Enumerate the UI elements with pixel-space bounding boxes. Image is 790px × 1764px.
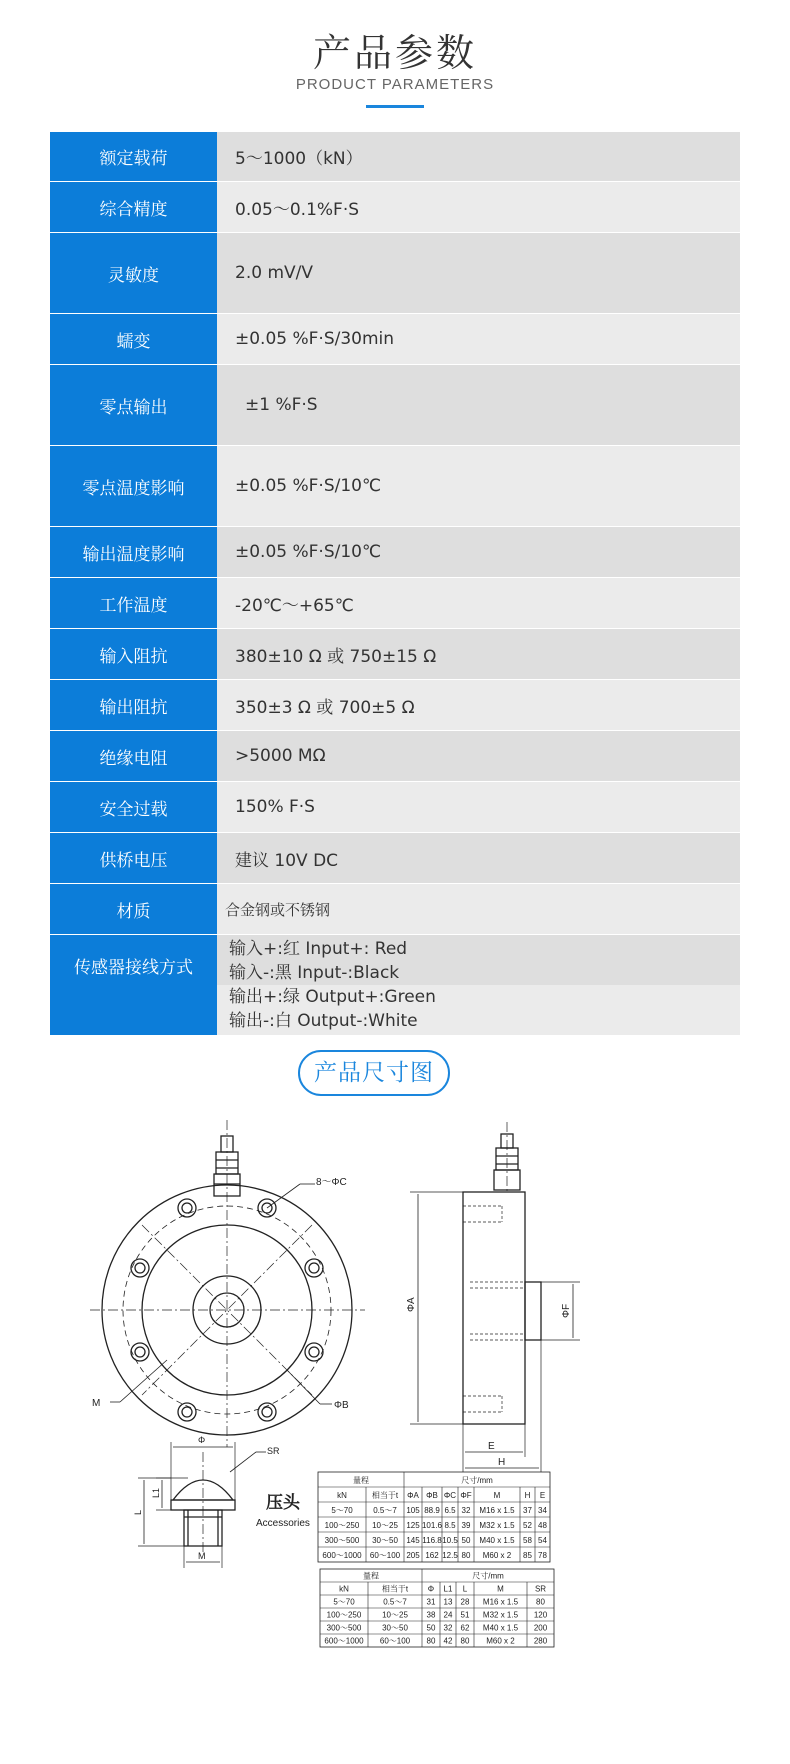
table-column-header: E <box>539 1490 546 1500</box>
param-row <box>50 182 740 233</box>
table-cell: 10.5 <box>442 1535 458 1545</box>
table-column-header: ΦC <box>443 1490 457 1500</box>
table-cell: 101.6 <box>421 1520 443 1530</box>
table-cell: 52 <box>523 1520 532 1530</box>
front-view <box>90 1120 365 1447</box>
param-value: >5000 MΩ <box>217 731 740 781</box>
table-cell: 32 <box>443 1623 453 1633</box>
param-key: 输出阻抗 <box>50 680 217 730</box>
table-cell: M32 x 1.5 <box>479 1520 515 1530</box>
param-value: ±0.05 %F·S/10℃ <box>217 527 740 577</box>
table-cell: 54 <box>538 1535 547 1545</box>
table-cell: 30～50 <box>382 1623 408 1633</box>
param-row <box>50 782 740 833</box>
table-cell: 50 <box>461 1535 471 1545</box>
param-row <box>50 365 740 446</box>
wiring-line: 输入+:红 Input+: Red <box>229 939 408 959</box>
table-cell: M40 x 1.5 <box>479 1535 515 1545</box>
table-cell: 0.5～7 <box>383 1597 407 1607</box>
table-cell: 78 <box>538 1550 547 1560</box>
m2-label: M <box>198 1551 206 1561</box>
param-value: ±0.05 %F·S/10℃ <box>217 446 740 526</box>
param-value: 合金钢或不锈钢 <box>217 884 740 934</box>
e-label: E <box>488 1441 495 1452</box>
l1-label: L1 <box>151 1487 161 1498</box>
table-group-header: 尺寸/mm <box>472 1571 504 1581</box>
table-group-header: 量程 <box>353 1475 369 1485</box>
table-cell: 80 <box>536 1597 545 1607</box>
table-group-header: 量程 <box>363 1571 379 1581</box>
table-cell: 13 <box>443 1597 453 1607</box>
table-cell: 60～100 <box>379 1636 411 1646</box>
param-key: 绝缘电阻 <box>50 731 217 781</box>
table-cell: 60～100 <box>369 1550 401 1560</box>
param-key: 供桥电压 <box>50 833 217 883</box>
param-key: 工作温度 <box>50 578 217 628</box>
param-key: 综合精度 <box>50 182 217 232</box>
param-value: -20℃～+65℃ <box>217 578 740 628</box>
dimension-drawing-svg <box>70 1112 690 1732</box>
table-column-header: L <box>462 1584 468 1594</box>
wiring-line: 输出+:绿 Output+:Green <box>229 987 436 1007</box>
param-key: 输入阻抗 <box>50 629 217 679</box>
phi-b-label: ΦB <box>334 1400 349 1411</box>
accessories-cn: 压头 <box>266 1493 300 1512</box>
table-cell: 80 <box>426 1636 436 1646</box>
table-cell: 10～25 <box>382 1610 408 1620</box>
table-column-header: 相当于t <box>381 1584 409 1594</box>
param-row <box>50 132 740 182</box>
table-cell: 34 <box>538 1505 547 1515</box>
holes-label: 8～ΦC <box>316 1177 347 1188</box>
side-view <box>410 1122 580 1472</box>
param-row <box>50 629 740 680</box>
table-column-header: ΦA <box>407 1490 419 1500</box>
dimension-table-2 <box>320 1569 554 1647</box>
param-row <box>50 314 740 365</box>
table-cell: 145 <box>406 1535 420 1545</box>
table-column-header: M <box>493 1490 501 1500</box>
param-value: ±0.05 %F·S/30min <box>217 314 740 364</box>
body-side <box>463 1192 525 1424</box>
table-cell: 5～70 <box>333 1597 355 1607</box>
title-underline <box>366 105 424 108</box>
table-column-header: kN <box>339 1584 349 1594</box>
table-cell: 162 <box>425 1550 439 1560</box>
table-cell: 38 <box>426 1610 436 1620</box>
table-cell: 85 <box>523 1550 532 1560</box>
table-cell: 58 <box>523 1535 532 1545</box>
table-cell: 300～500 <box>326 1623 362 1633</box>
param-row <box>50 527 740 578</box>
param-value: 建议 10V DC <box>217 833 740 883</box>
table-cell: 5～70 <box>331 1505 353 1515</box>
table-cell: 205 <box>406 1550 420 1560</box>
table-cell: M60 x 2 <box>482 1550 512 1560</box>
table-cell: 600～1000 <box>324 1636 364 1646</box>
table-cell: M16 x 1.5 <box>479 1505 515 1515</box>
dimension-drawing <box>70 1112 690 1732</box>
param-value: 2.0 mV/V <box>217 233 740 313</box>
phi-label: Φ <box>198 1435 206 1445</box>
param-value: 380±10 Ω 或 750±15 Ω <box>217 629 740 679</box>
param-row <box>50 731 740 782</box>
table-column-header: kN <box>337 1490 347 1500</box>
param-key: 输出温度影响 <box>50 527 217 577</box>
sr-label: SR <box>267 1446 280 1456</box>
table-cell: 300～500 <box>324 1535 360 1545</box>
table-cell: 88.9 <box>424 1505 440 1515</box>
table-cell: 48 <box>538 1520 547 1530</box>
param-key: 零点温度影响 <box>50 446 217 526</box>
table-column-header: ΦB <box>426 1490 438 1500</box>
table-column-header: L1 <box>443 1584 453 1594</box>
table-cell: 24 <box>443 1610 453 1620</box>
param-key: 传感器接线方式 <box>50 935 217 1035</box>
wiring-line: 输出-:白 Output-:White <box>229 1011 418 1031</box>
param-row <box>50 233 740 314</box>
table-cell: 600～1000 <box>322 1550 362 1560</box>
table-cell: 100～250 <box>324 1520 360 1530</box>
wiring-list <box>217 935 740 1035</box>
table-cell: 50 <box>426 1623 436 1633</box>
param-key: 安全过载 <box>50 782 217 832</box>
param-row <box>50 446 740 527</box>
dimension-table-1 <box>318 1472 550 1562</box>
wiring-line: 输入-:黑 Input-:Black <box>229 963 400 983</box>
table-cell: 105 <box>406 1505 420 1515</box>
table-cell: M16 x 1.5 <box>482 1597 519 1607</box>
param-value: 5～1000（kN） <box>217 132 740 181</box>
param-row <box>50 884 740 935</box>
phi-a-label: ΦA <box>406 1297 417 1312</box>
table-cell: 80 <box>460 1636 470 1646</box>
table-cell: M60 x 2 <box>486 1636 515 1646</box>
table-group-header: 尺寸/mm <box>461 1475 493 1485</box>
param-value: 0.05～0.1%F·S <box>217 182 740 232</box>
table-cell: 62 <box>460 1623 470 1633</box>
press-head <box>138 1442 266 1568</box>
param-key: 零点输出 <box>50 365 217 445</box>
section-title: 产品参数 <box>312 31 477 75</box>
table-cell: 80 <box>461 1550 471 1560</box>
param-value: ±1 %F·S <box>217 365 740 445</box>
table-cell: 28 <box>460 1597 470 1607</box>
param-value: 150% F·S <box>217 782 740 832</box>
table-cell: 8.5 <box>444 1520 456 1530</box>
table-column-header: 相当于t <box>371 1490 399 1500</box>
table-column-header: M <box>497 1584 504 1594</box>
section-subtitle: PRODUCT PARAMETERS <box>295 76 495 93</box>
m-label: M <box>92 1398 101 1409</box>
param-key: 材质 <box>50 884 217 934</box>
param-row <box>50 935 740 1036</box>
table-cell: 100～250 <box>326 1610 362 1620</box>
table-cell: 37 <box>523 1505 532 1515</box>
table-cell: 10～25 <box>372 1520 398 1530</box>
table-cell: 116.8 <box>422 1535 442 1545</box>
table-column-header: SR <box>534 1584 547 1594</box>
h-label: H <box>498 1457 506 1468</box>
param-row <box>50 680 740 731</box>
table-cell: M40 x 1.5 <box>482 1623 519 1633</box>
table-cell: 6.5 <box>444 1505 456 1515</box>
table-column-header: ΦF <box>460 1490 472 1500</box>
param-key: 灵敏度 <box>50 233 217 313</box>
table-column-header: H <box>524 1490 531 1500</box>
table-cell: 0.5～7 <box>373 1505 397 1515</box>
param-key: 蠕变 <box>50 314 217 364</box>
table-cell: 125 <box>406 1520 420 1530</box>
table-cell: 39 <box>461 1520 471 1530</box>
param-value: 350±3 Ω 或 700±5 Ω <box>217 680 740 730</box>
param-row <box>50 833 740 884</box>
table-cell: 120 <box>533 1610 548 1620</box>
accessories-en: Accessories <box>256 1518 310 1529</box>
l-label: L <box>133 1509 143 1515</box>
parameters-table <box>50 132 740 1036</box>
table-cell: 51 <box>460 1610 470 1620</box>
param-row <box>50 578 740 629</box>
table-column-header: Φ <box>427 1584 435 1594</box>
table-cell: 32 <box>461 1505 471 1515</box>
table-cell: 200 <box>533 1623 548 1633</box>
dimension-title-badge: 产品尺寸图 <box>298 1050 450 1096</box>
table-cell: 30～50 <box>372 1535 398 1545</box>
table-cell: 280 <box>533 1636 548 1646</box>
table-cell: M32 x 1.5 <box>482 1610 519 1620</box>
param-key: 额定载荷 <box>50 132 217 181</box>
table-cell: 31 <box>426 1597 436 1607</box>
phi-f-label: ΦF <box>561 1303 572 1318</box>
table-cell: 12.5 <box>442 1550 458 1560</box>
table-cell: 42 <box>443 1636 453 1646</box>
